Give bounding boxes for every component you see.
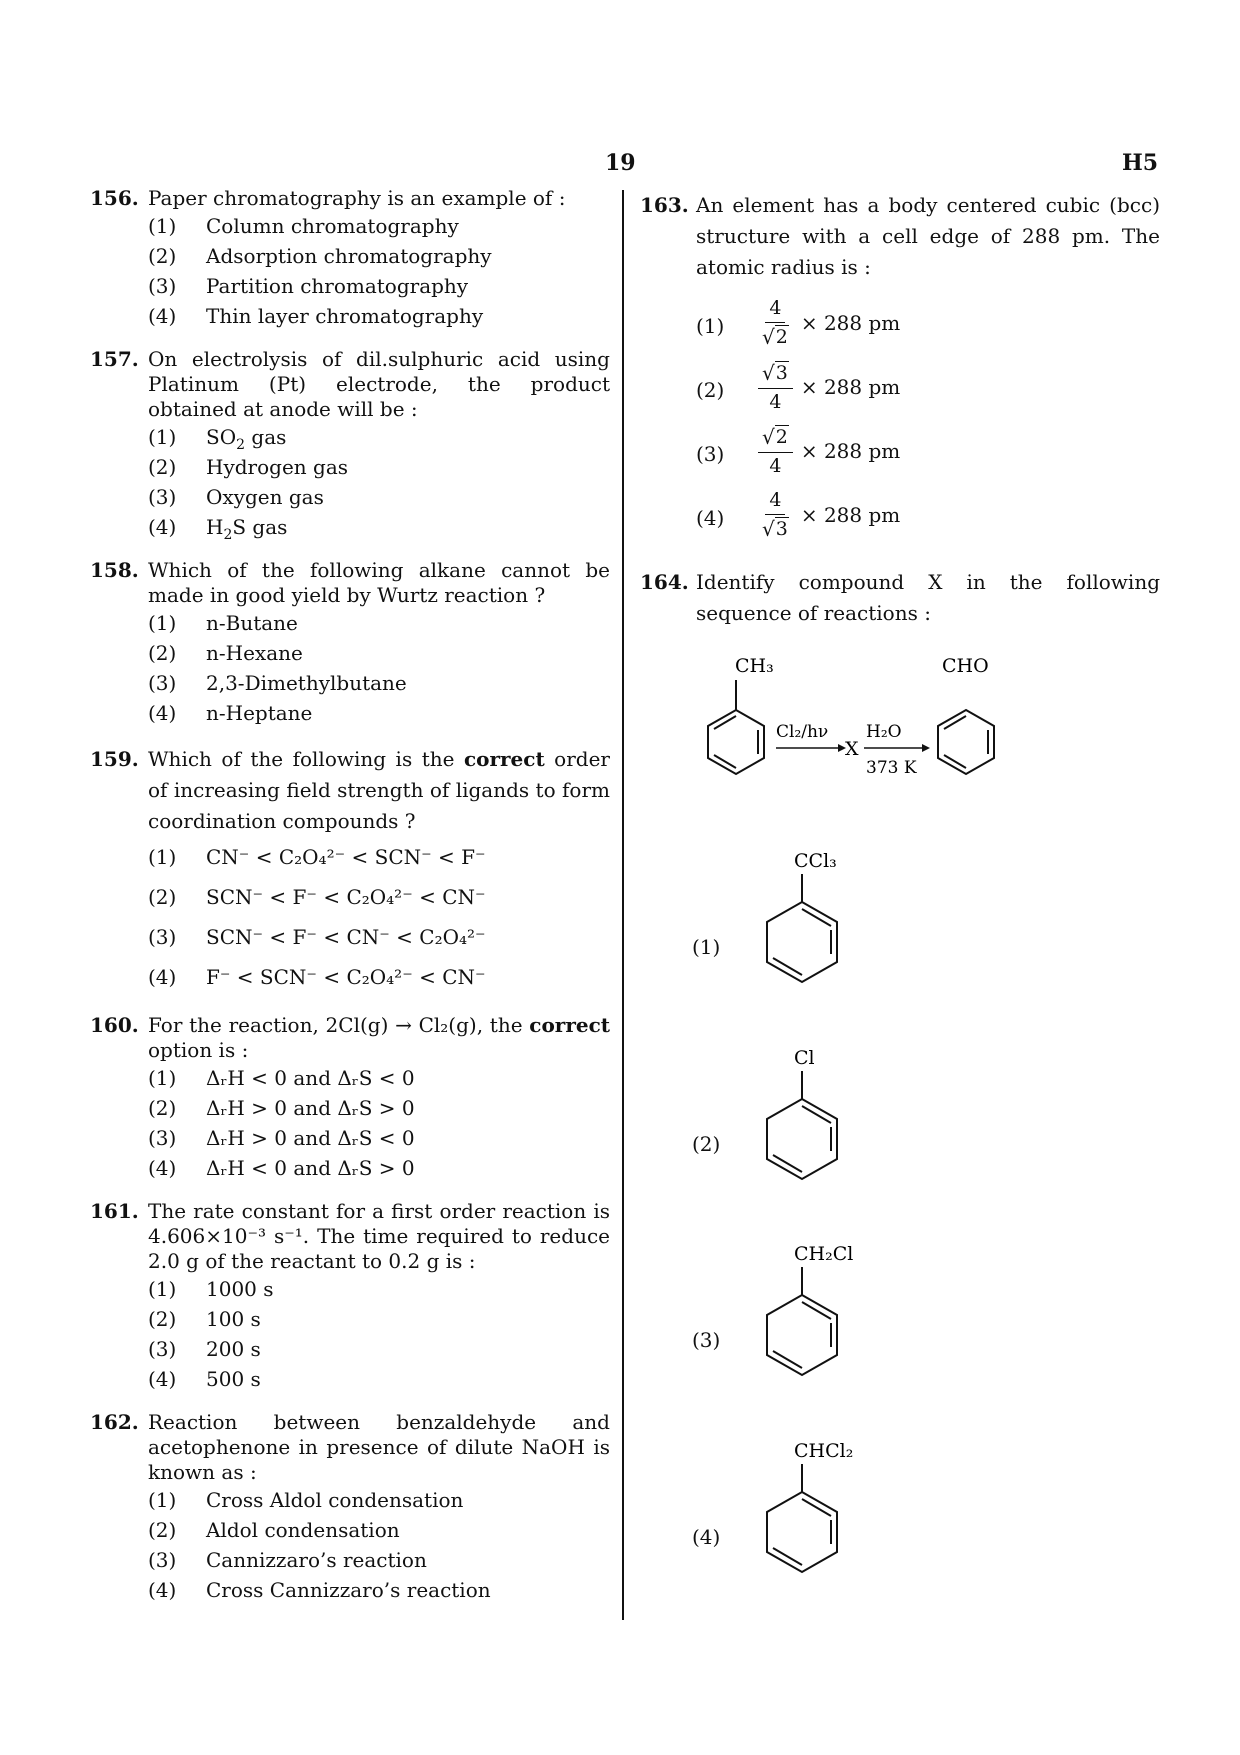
option bbox=[148, 608, 610, 638]
question-text: The rate constant for a first order reaction is 4.606×10⁻³ s⁻¹. The time required to reduce 2.0 g of the reactant to 0.2 g is : bbox=[148, 1199, 610, 1273]
option-text: Thin layer chromatography bbox=[206, 304, 484, 328]
option bbox=[148, 877, 610, 917]
option-number: (4) bbox=[148, 1578, 177, 1602]
option-number: (2) bbox=[148, 885, 177, 909]
option-number: (4) bbox=[148, 1367, 177, 1391]
reagent-1: Cl₂/hν bbox=[776, 722, 829, 742]
option-number: (2) bbox=[148, 641, 177, 665]
option-number: (2) bbox=[148, 1307, 177, 1331]
option bbox=[148, 1515, 610, 1545]
option-text: Cross Aldol condensation bbox=[206, 1488, 464, 1512]
substituent-label: CCl₃ bbox=[794, 850, 837, 872]
option-number: (2) bbox=[148, 455, 177, 479]
option-number: (1) bbox=[148, 1277, 177, 1301]
question-156 bbox=[90, 186, 610, 331]
option-text: Oxygen gas bbox=[206, 485, 324, 509]
option bbox=[148, 1093, 610, 1123]
option-number: (1) bbox=[148, 845, 177, 869]
option bbox=[148, 1274, 610, 1304]
question-164 bbox=[640, 567, 1160, 629]
option-text: 2,3-Dimethylbutane bbox=[206, 671, 407, 695]
benzaldehyde-structure bbox=[938, 655, 994, 774]
option-text: 100 s bbox=[206, 1307, 261, 1331]
option bbox=[148, 482, 610, 512]
option bbox=[148, 837, 610, 877]
option bbox=[148, 638, 610, 668]
option bbox=[148, 1575, 610, 1605]
question-text: Which of the following is the correct order of increasing field strength of ligands to form coordination compounds ? bbox=[148, 747, 610, 833]
option bbox=[148, 917, 610, 957]
benzene-structure bbox=[740, 850, 880, 1000]
option-text: Cannizzaro’s reaction bbox=[206, 1548, 427, 1572]
option-text: Column chromatography bbox=[206, 214, 459, 238]
option-number: (3) bbox=[148, 274, 177, 298]
option-text: Aldol condensation bbox=[206, 1518, 400, 1542]
option-text: F⁻ < SCN⁻ < C₂O₄²⁻ < CN⁻ bbox=[206, 965, 486, 989]
question-159 bbox=[90, 744, 610, 997]
question-163 bbox=[640, 190, 1160, 547]
option-number: (4) bbox=[148, 515, 177, 539]
question-text: For the reaction, 2Cl(g) → Cl₂(g), the correct option is : bbox=[148, 1013, 610, 1062]
option-text: ΔᵣH < 0 and ΔᵣS > 0 bbox=[206, 1156, 415, 1180]
fraction: 4 √ 2 bbox=[762, 297, 788, 349]
booklet-code: H5 bbox=[1122, 150, 1159, 176]
option-text: × 288 pm bbox=[800, 438, 901, 463]
option-number: (4) bbox=[148, 304, 177, 328]
question-text: Paper chromatography is an example of : bbox=[148, 186, 566, 210]
option-number: (1) bbox=[148, 611, 177, 635]
question-number: 158. bbox=[90, 558, 139, 582]
option-number: (3) bbox=[692, 1328, 721, 1352]
option-number: (1) bbox=[692, 935, 721, 959]
question-161 bbox=[90, 1199, 610, 1394]
reactant-substituent: CH₃ bbox=[735, 655, 774, 677]
question-text: Identify compound X in the following sequence of reactions : bbox=[696, 570, 1160, 625]
option-text: ΔᵣH < 0 and ΔᵣS < 0 bbox=[206, 1066, 415, 1090]
option-number: (3) bbox=[696, 442, 725, 466]
option-number: (1) bbox=[148, 1066, 177, 1090]
substituent-label: CHCl₂ bbox=[794, 1440, 854, 1462]
option-number: (2) bbox=[696, 378, 725, 402]
substituent-label: CH₂Cl bbox=[794, 1243, 854, 1265]
option-text: 200 s bbox=[206, 1337, 261, 1361]
option-text: $SO_2$ gas bbox=[206, 425, 287, 453]
question-number: 163. bbox=[640, 193, 689, 217]
benzene-structure bbox=[740, 1047, 880, 1197]
option-text: × 288 pm bbox=[800, 374, 901, 399]
fraction: √ 2 4 bbox=[758, 425, 793, 477]
option bbox=[148, 422, 610, 452]
option bbox=[696, 355, 1160, 419]
benzene-structure bbox=[740, 1440, 880, 1590]
question-number: 160. bbox=[90, 1013, 139, 1037]
option-text: 500 s bbox=[206, 1367, 261, 1391]
option bbox=[148, 452, 610, 482]
fraction: 4 √ 3 bbox=[762, 489, 788, 541]
option-number: (1) bbox=[148, 425, 177, 449]
column-divider bbox=[622, 190, 624, 1620]
question-157 bbox=[90, 347, 610, 542]
option-number: (4) bbox=[148, 701, 177, 725]
reaction-scheme bbox=[690, 655, 1020, 805]
option-text: × 288 pm bbox=[800, 502, 901, 527]
option bbox=[148, 211, 610, 241]
option-number: (3) bbox=[148, 485, 177, 509]
question-number: 159. bbox=[90, 747, 139, 771]
right-column bbox=[640, 190, 1160, 645]
option bbox=[148, 957, 610, 997]
option-text: Adsorption chromatography bbox=[206, 244, 492, 268]
option bbox=[148, 301, 610, 331]
option bbox=[148, 271, 610, 301]
option bbox=[696, 291, 1160, 355]
option bbox=[148, 1485, 610, 1515]
option bbox=[148, 668, 610, 698]
option bbox=[148, 1304, 610, 1334]
option-text: Cross Cannizzaro’s reaction bbox=[206, 1578, 491, 1602]
option-number: (2) bbox=[148, 244, 177, 268]
question-162 bbox=[90, 1410, 610, 1605]
option-text: × 288 pm bbox=[800, 310, 901, 335]
option bbox=[148, 241, 610, 271]
option-text: CN⁻ < C₂O₄²⁻ < SCN⁻ < F⁻ bbox=[206, 845, 486, 869]
option-number: (1) bbox=[148, 214, 177, 238]
product-substituent: CHO bbox=[942, 655, 989, 677]
question-number: 162. bbox=[90, 1410, 139, 1434]
question-number: 156. bbox=[90, 186, 139, 210]
option-number: (4) bbox=[148, 1156, 177, 1180]
option bbox=[696, 483, 1160, 547]
option-number: (3) bbox=[148, 671, 177, 695]
option-number: (4) bbox=[148, 965, 177, 989]
option bbox=[148, 1334, 610, 1364]
question-158 bbox=[90, 558, 610, 728]
question-number: 161. bbox=[90, 1199, 139, 1223]
reagent-2: H₂O bbox=[866, 722, 902, 742]
option bbox=[148, 1153, 610, 1183]
condition-2: 373 K bbox=[866, 758, 917, 778]
question-text: Which of the following alkane cannot be made in good yield by Wurtz reaction ? bbox=[148, 558, 610, 607]
question-number: 164. bbox=[640, 570, 689, 594]
option-number: (3) bbox=[148, 1337, 177, 1361]
option-number: (2) bbox=[692, 1132, 721, 1156]
option-text: ΔᵣH > 0 and ΔᵣS > 0 bbox=[206, 1096, 415, 1120]
option-number: (3) bbox=[148, 1126, 177, 1150]
intermediate-x: X bbox=[845, 738, 859, 760]
option-text: n-Butane bbox=[206, 611, 298, 635]
option-text: SCN⁻ < F⁻ < CN⁻ < C₂O₄²⁻ bbox=[206, 925, 486, 949]
option-text: SCN⁻ < F⁻ < C₂O₄²⁻ < CN⁻ bbox=[206, 885, 486, 909]
fraction: √ 3 4 bbox=[758, 361, 793, 413]
substituent-label: Cl bbox=[794, 1047, 815, 1069]
page-number: 19 bbox=[605, 150, 636, 176]
question-text: An element has a body centered cubic (bcc) structure with a cell edge of 288 pm. The atomic radius is : bbox=[696, 193, 1160, 279]
option-text: ΔᵣH > 0 and ΔᵣS < 0 bbox=[206, 1126, 415, 1150]
option-text: $H_2S$ gas bbox=[206, 515, 288, 543]
toluene-structure bbox=[708, 655, 774, 774]
option bbox=[148, 512, 610, 542]
question-160 bbox=[90, 1013, 610, 1183]
benzene-structure bbox=[740, 1243, 880, 1393]
option-text: n-Heptane bbox=[206, 701, 313, 725]
option bbox=[148, 698, 610, 728]
option-number: (2) bbox=[148, 1518, 177, 1542]
option-text: n-Hexane bbox=[206, 641, 303, 665]
option bbox=[148, 1123, 610, 1153]
option-text: 1000 s bbox=[206, 1277, 274, 1301]
option-number: (1) bbox=[696, 314, 725, 338]
option-number: (4) bbox=[692, 1525, 721, 1549]
option-number: (2) bbox=[148, 1096, 177, 1120]
option bbox=[148, 1364, 610, 1394]
option bbox=[696, 419, 1160, 483]
left-column bbox=[90, 186, 610, 1621]
question-number: 157. bbox=[90, 347, 139, 371]
option-text: Hydrogen gas bbox=[206, 455, 349, 479]
option bbox=[148, 1063, 610, 1093]
option-number: (4) bbox=[696, 506, 725, 530]
question-text: On electrolysis of dil.sulphuric acid using Platinum (Pt) electrode, the product obtained at anode will be : bbox=[148, 347, 610, 421]
option-text: Partition chromatography bbox=[206, 274, 469, 298]
option-number: (3) bbox=[148, 1548, 177, 1572]
option-number: (3) bbox=[148, 925, 177, 949]
question-text: Reaction between benzaldehyde and acetophenone in presence of dilute NaOH is known as : bbox=[148, 1410, 610, 1484]
option bbox=[148, 1545, 610, 1575]
option-number: (1) bbox=[148, 1488, 177, 1512]
